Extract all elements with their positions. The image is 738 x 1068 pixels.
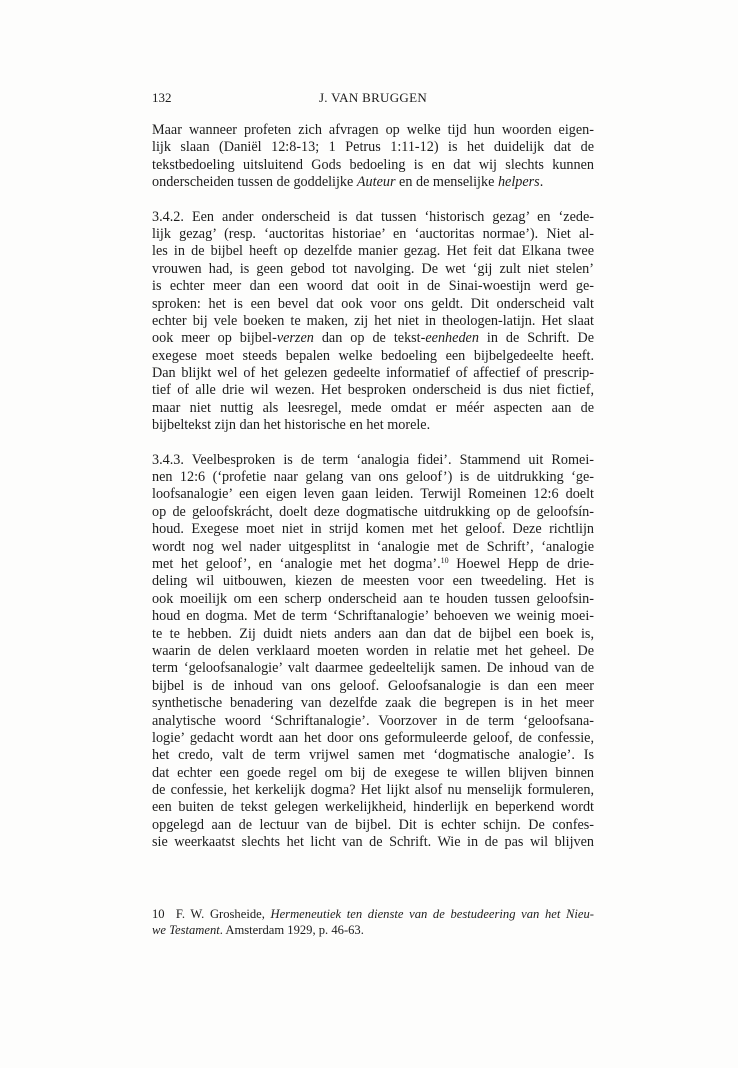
text-line: tief of alle drie wil wezen. Het besproken onderscheid is dus niet fictief, — [152, 382, 594, 399]
footnote-title: Hermeneutiek ten dienste van de bestudeering van het Nieu- — [270, 907, 594, 921]
text-line: 3.4.3. Veelbesproken is de term ‘analogia fidei’. Stammend uit Romei- — [152, 451, 594, 468]
text-line: term ‘geloofsanalogie’ valt daarmee gedeeltelijk samen. De inhoud van de — [152, 660, 594, 677]
text-line: opgelegd aan de lectuur van de bijbel. Dit is echter schijn. De confes- — [152, 816, 594, 833]
italic-fragment: helpers — [497, 174, 540, 191]
text-line: echter bij vele boeken te maken, zij het niet in theologen-latijn. Het slaat — [152, 312, 594, 329]
text-line: loofsanalogie’ een eigen leven gaan leiden. Terwijl Romeinen 12:6 doelt — [152, 486, 594, 503]
text-fragment: onderscheiden tussen de goddelijke — [152, 174, 357, 191]
text-line: sproken: het is een bevel dat ook voor ons geldt. Dit onderscheid valt — [152, 295, 594, 312]
text-line: het credo, valt de term vrijwel samen met ‘dogmatische analogie’. Is — [152, 747, 594, 764]
text-line: dat echter een goede regel om bij de exegese te willen blijven binnen — [152, 764, 594, 781]
text-fragment: en de menselijke — [395, 174, 498, 191]
footnote-source: . Amsterdam 1929, p. 46-63. — [219, 923, 364, 937]
text-line: sie weerkaatst slechts het licht van de Schrift. Wie in de pas wil blijven — [152, 834, 594, 851]
text-line: deling wil uitbouwen, kiezen de meesten voor een tweedeling. Het is — [152, 573, 594, 590]
footnote — [152, 906, 594, 938]
text-line: 3.4.2. Een ander onderscheid is dat tussen ‘historisch gezag’ en ‘zede- — [152, 208, 594, 225]
footnote-title: we Testament — [152, 923, 220, 937]
text-line: bijbeltekst zijn dan het historische en het morele. — [152, 417, 431, 434]
text-line: lijk gezag’ (resp. ‘auctoritas historiae’ en ‘auctoritas normae’). Niet al- — [152, 225, 594, 242]
text-line: op de geloofskrácht, doelt deze dogmatische uitdrukking op de geloofsín- — [152, 503, 594, 520]
text-line: nen 12:6 (‘profetie naar gelang van ons geloof’) is de uitdrukking ‘ge- — [152, 469, 594, 486]
text-fragment: Hoewel Hepp de drie- — [448, 555, 594, 572]
text-line: tekstbedoeling uitsluitend Gods bedoeling is en dat wij slechts kunnen — [152, 156, 594, 173]
text-line — [152, 556, 594, 573]
text-fragment: ook meer op bijbel- — [152, 330, 277, 347]
text-line: exegese moet steeds bepalen welke bedoeling een bijbelgedeelte heeft. — [152, 347, 594, 364]
paragraph-intro — [152, 122, 594, 192]
italic-fragment: Auteur — [356, 174, 396, 191]
text-fragment: met het geloof’, en ‘analogie met het dogma’. — [152, 555, 441, 572]
text-line: bijbel is de inhoud van ons geloof. Geloofsanalogie is dan een meer — [152, 677, 594, 694]
text-line: Maar wanneer profeten zich afvragen op welke tijd hun woorden eigen- — [152, 122, 594, 138]
text-fragment: in de Schrift. De — [478, 330, 594, 347]
text-line: analytische woord ‘Schriftanalogie’. Voorzover in de term ‘geloofsana- — [152, 712, 594, 729]
footnote-line — [152, 906, 594, 922]
text-line: les in de bijbel heeft op dezelfde manier gezag. Het feit dat Elkana twee — [152, 243, 594, 260]
text-line: waarin de delen verklaard moeten worden in relatie met het geheel. De — [152, 642, 594, 659]
text-line: houd. Exegese moet niet in strijd komen met het geloof. Deze richtlijn — [152, 521, 594, 538]
text-line: synthetische benadering van dezelfde zaak die begrepen is in het meer — [152, 695, 594, 712]
text-line: Dan blijkt wel of het gelezen gedeelte informatief of affectief of prescrip- — [152, 365, 594, 382]
text-line: houd en dogma. Met de term ‘Schriftanalogie’ behoeven we weinig moei- — [152, 608, 594, 625]
footnote-author: F. W. Grosheide, — [175, 907, 265, 921]
page-number: 132 — [152, 90, 172, 105]
text-line: logie’ gedacht wordt aan het door ons geformuleerde geloof, de confessie, — [152, 729, 594, 746]
text-line: maar niet nuttig als leesregel, mede omdat er méér aspecten aan de — [152, 399, 594, 416]
footnote-number: 10 — [152, 907, 165, 921]
text-line: te te hebben. Zij duidt niets anders aan dan dat de bijbel een boek is, — [152, 625, 594, 642]
text-line — [152, 174, 594, 191]
body-text — [152, 122, 594, 869]
footnote-line — [152, 922, 594, 938]
italic-fragment: eenheden — [425, 330, 479, 347]
text-line: wordt nog wel nader uitgesplitst in ‘analogie met de Schrift’, ‘analogie — [152, 538, 594, 555]
text-line — [152, 330, 594, 347]
text-fragment: dan op de tekst- — [313, 330, 426, 347]
page-header — [152, 90, 594, 110]
text-line: is echter meer dan een woord dat ooit in de Sinai-woestijn werd ge- — [152, 278, 594, 295]
text-fragment: . — [539, 174, 544, 191]
paragraph-3-4-2 — [152, 209, 594, 435]
text-line: ook moeilijk om een scherp onderscheid aan te houden tussen geloofsin- — [152, 590, 594, 607]
text-line: vrouwen had, is geen gebod tot navolging. De wet ‘gij zult niet stelen’ — [152, 260, 594, 277]
text-line: lijk slaan (Daniël 12:8-13; 1 Petrus 1:11-12) is het duidelijk dat de — [152, 139, 594, 156]
text-line: een buiten de tekst gelegen werkelijkheid, hinderlijk en beperkend wordt — [152, 799, 594, 816]
italic-fragment: verzen — [276, 330, 314, 347]
paragraph-3-4-3 — [152, 452, 594, 852]
footnote-reference[interactable]: 10 — [440, 555, 449, 565]
running-head: J. VAN BRUGGEN — [318, 90, 428, 105]
text-line: de confessie, het kerkelijk dogma? Het lijkt alsof nu menselijk formuleren, — [152, 782, 594, 799]
